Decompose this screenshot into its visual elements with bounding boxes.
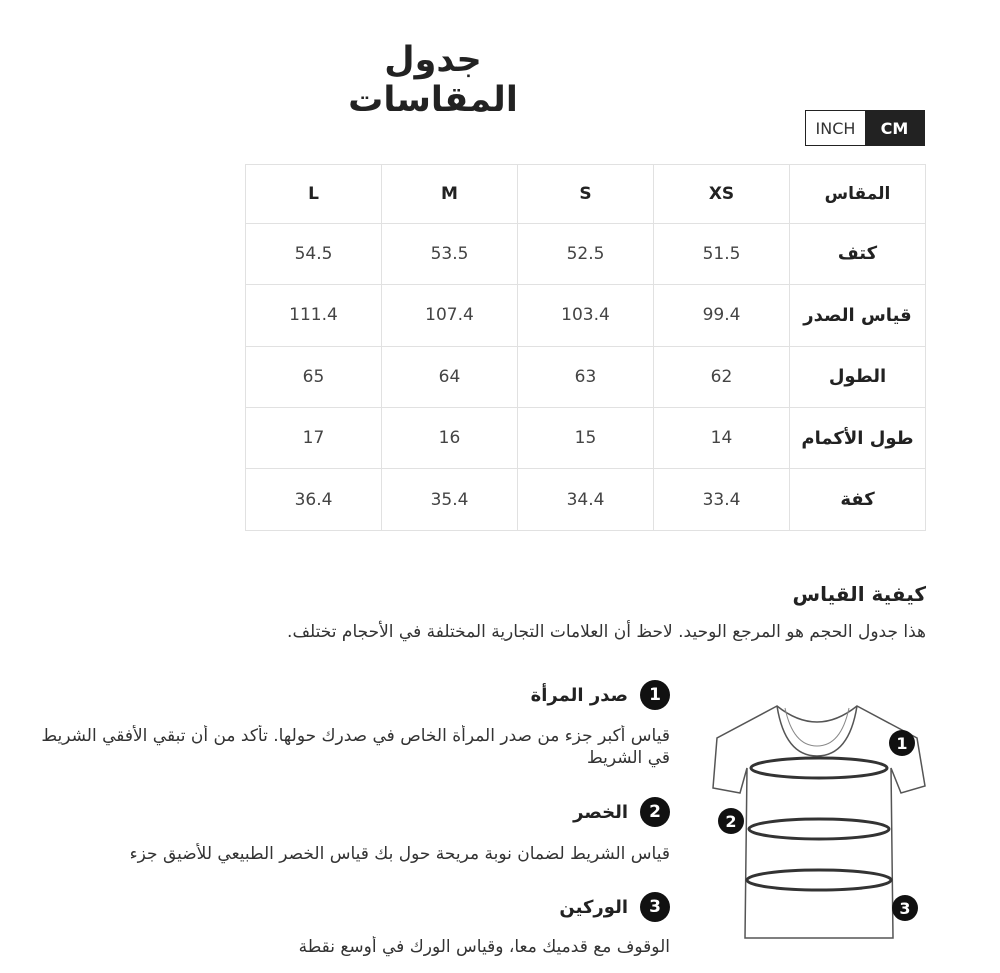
step-title: صدر المرأة: [530, 684, 628, 706]
step-description: [30, 725, 670, 769]
table-cell: 64: [382, 346, 518, 407]
table-cell: 107.4: [382, 285, 518, 346]
table-row: [246, 408, 926, 469]
table-cell: 34.4: [518, 469, 654, 531]
table-cell: 111.4: [246, 285, 382, 346]
table-cell: 52.5: [518, 223, 654, 284]
table-cell: 17: [246, 408, 382, 469]
table-header-row: [246, 165, 926, 224]
table-cell: 99.4: [654, 285, 790, 346]
table-cell: 16: [382, 408, 518, 469]
step-bust: [531, 680, 670, 710]
unit-cm-button[interactable]: CM: [865, 111, 924, 145]
svg-text:3: 3: [899, 899, 911, 918]
how-to-measure-note: هذا جدول الحجم هو المرجع الوحيد. لاحظ أن العلامات التجارية المختلفة في الأحجام تختلف.: [287, 622, 926, 642]
table-cell: 33.4: [654, 469, 790, 531]
svg-text:1: 1: [896, 734, 908, 753]
unit-inch-button[interactable]: INCH: [806, 111, 865, 145]
step-description-line: قياس الشريط لضمان نوبة مريحة حول بك قياس الخصر الطبيعي للأضيق جزء: [129, 844, 670, 864]
row-label: كفة: [790, 469, 926, 531]
unit-toggle: [805, 110, 925, 146]
step-waist: [573, 797, 670, 827]
step-description: [30, 936, 670, 958]
table-cell: 36.4: [246, 469, 382, 531]
size-xs: XS: [654, 165, 790, 224]
marker-3: [892, 895, 918, 921]
step-title: الوركين: [559, 896, 628, 918]
size-m: M: [382, 165, 518, 224]
step-title: الخصر: [573, 801, 628, 823]
svg-text:2: 2: [725, 812, 737, 831]
tshirt-measurement-diagram: [705, 698, 930, 948]
size-s: S: [518, 165, 654, 224]
table-cell: 53.5: [382, 223, 518, 284]
row-label: قياس الصدر: [790, 285, 926, 346]
row-label: الطول: [790, 346, 926, 407]
step-number-badge: 1: [640, 680, 670, 710]
table-cell: 103.4: [518, 285, 654, 346]
table-cell: 51.5: [654, 223, 790, 284]
how-to-measure-title: كيفية القياس: [792, 582, 926, 606]
table-row: [246, 469, 926, 531]
step-description-line: قياس أكبر جزء من صدر المرأة الخاص في صدرك حولها. تأكد من أن تبقي الأفقي الشريط: [41, 726, 670, 746]
table-cell: 62: [654, 346, 790, 407]
row-label: طول الأكمام: [790, 408, 926, 469]
table-cell: 35.4: [382, 469, 518, 531]
marker-2: [718, 808, 744, 834]
table-cell: 15: [518, 408, 654, 469]
step-description: [30, 843, 670, 865]
table-cell: 54.5: [246, 223, 382, 284]
table-cell: 14: [654, 408, 790, 469]
page-title: جدول المقاسات: [348, 40, 518, 120]
size-table: [245, 164, 926, 531]
step-description-line: قي الشريط: [586, 748, 670, 768]
table-cell: 65: [246, 346, 382, 407]
step-hips: [559, 892, 670, 922]
table-row: [246, 223, 926, 284]
table-row: [246, 346, 926, 407]
size-l: L: [246, 165, 382, 224]
step-number-badge: 2: [640, 797, 670, 827]
step-description-line: الوقوف مع قدميك معا، وقياس الورك في أوسع نقطة: [298, 937, 670, 957]
table-row: [246, 285, 926, 346]
step-number-badge: 3: [640, 892, 670, 922]
table-cell: 63: [518, 346, 654, 407]
table-header-label: المقاس: [790, 165, 926, 224]
row-label: كتف: [790, 223, 926, 284]
marker-1: [889, 730, 915, 756]
